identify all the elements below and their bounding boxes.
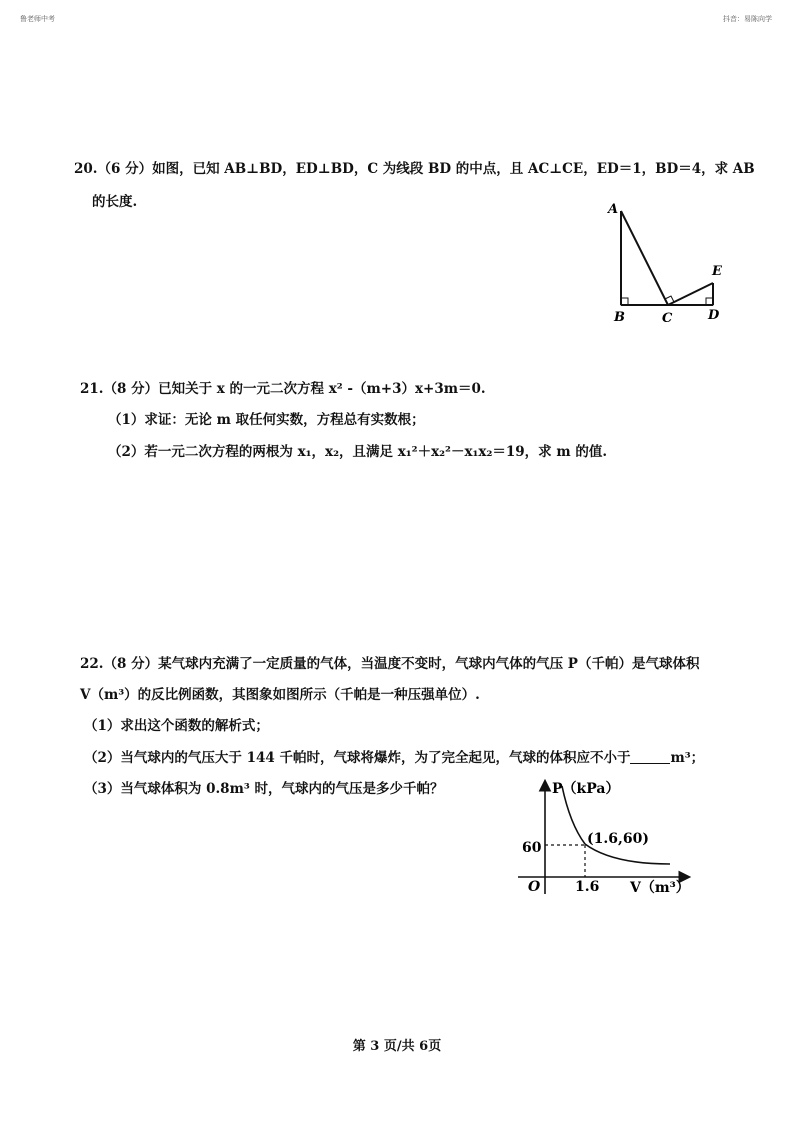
q21-score: （8 分） — [103, 381, 159, 397]
fig-label-D: D — [708, 308, 720, 323]
q22-graph — [512, 772, 702, 898]
q21-number: 21. — [80, 381, 104, 397]
q21-part2: （2）若一元二次方程的两根为 x₁，x₂，且满足 x₁²＋x₂²－x₁x₂＝19，求 m 的值. — [108, 444, 608, 460]
fig-label-C: C — [662, 311, 673, 326]
q21-stem: 已知关于 x 的一元二次方程 x² -（m+3）x+3m＝0. — [158, 381, 486, 397]
header-left: 鲁老师中考 — [20, 15, 55, 23]
fig-label-A: A — [608, 202, 619, 217]
answer-blank — [630, 751, 670, 764]
graph-y-tick: 60 — [522, 840, 542, 856]
graph-x-tick: 1.6 — [575, 879, 600, 895]
q20-figure — [600, 195, 735, 330]
page-footer: 第 3 页/共 6页 — [352, 1039, 442, 1054]
graph-point-label: (1.6,60) — [587, 831, 649, 847]
q22-line2: V（m³）的反比例函数，其图象如图所示（千帕是一种压强单位）. — [80, 687, 480, 703]
q22-part2: （2）当气球内的气压大于 144 千帕时，气球将爆炸，为了完全起见，气球的体积应不小于 — [84, 750, 631, 766]
fig-label-E: E — [712, 264, 722, 279]
graph-y-label: P（kPa） — [552, 781, 620, 797]
q22-part3: （3）当气球体积为 0.8m³ 时，气球内的气压是多少千帕？ — [84, 781, 444, 797]
header-right: 抖音：易陈向学 — [723, 15, 772, 23]
q20-line1 — [74, 157, 755, 177]
q21-part1: （1）求证：无论 m 取任何实数，方程总有实数根； — [108, 412, 425, 428]
q22-part2-unit: m³； — [670, 750, 705, 766]
q22-line1 — [80, 652, 699, 672]
q22-number: 22. — [80, 656, 104, 672]
q22-text1: 某气球内充满了一定质量的气体，当温度不变时，气球内气体的气压 P（千帕）是气球体积 — [158, 656, 700, 672]
q22-score: （8 分） — [103, 656, 159, 672]
q22-part2-line — [84, 746, 704, 766]
q21-line1 — [80, 377, 486, 397]
q22-part1: （1）求出这个函数的解析式； — [84, 718, 269, 734]
fig-label-B: B — [614, 310, 625, 325]
graph-x-label: V（m³） — [630, 880, 690, 896]
q20-number: 20. — [74, 161, 98, 177]
q20-text: 如图，已知 AB⊥BD，ED⊥BD，C 为线段 BD 的中点，且 AC⊥CE，ED＝1，BD＝4，求 AB — [152, 161, 755, 177]
graph-origin: O — [528, 879, 541, 895]
q20-text2: 的长度. — [92, 194, 138, 210]
q20-score: （6 分） — [97, 161, 153, 177]
